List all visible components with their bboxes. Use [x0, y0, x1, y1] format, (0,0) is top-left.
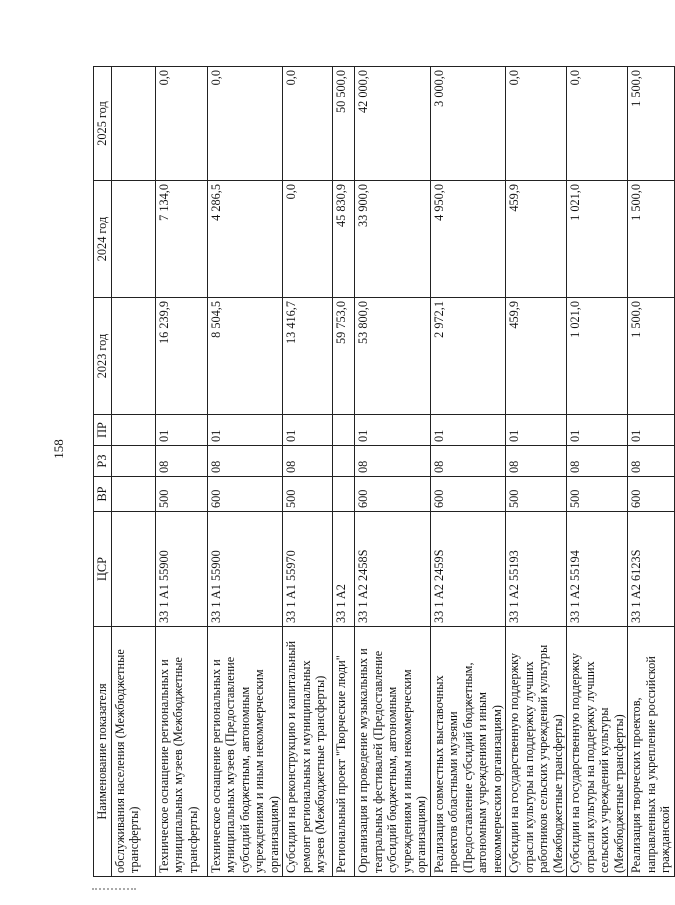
cell-pr: 01	[567, 415, 628, 446]
cell-rz: 08	[283, 446, 333, 477]
cell-pr: 01	[355, 415, 431, 446]
cell-2025: 0,0	[155, 67, 207, 181]
cell-vr: 500	[506, 477, 567, 512]
cell-rz: 08	[567, 446, 628, 477]
cell-csr: 33 1 A2 6123S	[628, 512, 675, 627]
cell-2023	[111, 298, 155, 415]
cell-vr: 500	[567, 477, 628, 512]
header-csr: ЦСР	[94, 512, 112, 627]
cell-2023: 1 500,0	[628, 298, 675, 415]
cell-rz	[333, 446, 355, 477]
cell-pr	[111, 415, 155, 446]
cell-2023: 1 021,0	[567, 298, 628, 415]
cell-name: обслуживания населения (Межбюджетные трансферты)	[111, 627, 155, 877]
cell-vr: 600	[628, 477, 675, 512]
cell-vr: 500	[283, 477, 333, 512]
cell-pr: 01	[506, 415, 567, 446]
header-2025: 2025 год	[94, 67, 112, 181]
table-row	[283, 67, 333, 877]
cell-2025: 0,0	[207, 67, 283, 181]
header-2023: 2023 год	[94, 298, 112, 415]
cell-rz: 08	[155, 446, 207, 477]
cell-2025: 0,0	[567, 67, 628, 181]
cell-name: Техническое оснащение региональных и муниципальных музеев (Межбюджетные трансферты)	[155, 627, 207, 877]
cell-name: Реализация творческих проектов, направленных на укрепление российской гражданской	[628, 627, 675, 877]
cell-vr: 600	[355, 477, 431, 512]
cell-2024: 45 830,9	[333, 181, 355, 298]
cell-2024: 1 021,0	[567, 181, 628, 298]
cell-pr: 01	[283, 415, 333, 446]
cell-2025: 1 500,0	[628, 67, 675, 181]
cell-2024: 7 134,0	[155, 181, 207, 298]
cell-2024: 0,0	[283, 181, 333, 298]
header-vr: ВР	[94, 477, 112, 512]
cell-vr: 600	[207, 477, 283, 512]
cell-2023: 53 800,0	[355, 298, 431, 415]
cell-name: Региональный проект "Творческие люди"	[333, 627, 355, 877]
cell-csr: 33 1 A2 55194	[567, 512, 628, 627]
cell-rz: 08	[506, 446, 567, 477]
cell-name: Субсидии на реконструкцию и капитальный ремонт региональных и муниципальных музеев (Межбюджетные трансферты)	[283, 627, 333, 877]
cell-vr: 600	[430, 477, 506, 512]
header-rz: РЗ	[94, 446, 112, 477]
header-name: Наименование показателя	[94, 627, 112, 877]
cell-2025: 42 000,0	[355, 67, 431, 181]
cell-pr: 01	[430, 415, 506, 446]
cell-2023: 459,9	[506, 298, 567, 415]
budget-table	[93, 66, 675, 877]
cell-vr: 500	[155, 477, 207, 512]
cell-pr: 01	[207, 415, 283, 446]
cell-pr: 01	[155, 415, 207, 446]
cell-rz	[111, 446, 155, 477]
cell-2025: 0,0	[506, 67, 567, 181]
cell-2024	[111, 181, 155, 298]
table-row	[430, 67, 506, 877]
cell-name: Субсидии на государственную поддержку отрасли культуры на поддержку лучших работников сельских учреждений культуры (Межбюджетные трансферты)	[506, 627, 567, 877]
cell-csr: 33 1 A1 55900	[155, 512, 207, 627]
table-row	[111, 67, 155, 877]
cell-2025: 50 500,0	[333, 67, 355, 181]
cell-vr	[111, 477, 155, 512]
cell-2023: 8 504,5	[207, 298, 283, 415]
header-pr: ПР	[94, 415, 112, 446]
cell-csr	[111, 512, 155, 627]
table-row	[155, 67, 207, 877]
cell-2024: 4 286,5	[207, 181, 283, 298]
cell-rz: 08	[628, 446, 675, 477]
cell-csr: 33 1 A2 55193	[506, 512, 567, 627]
table-row	[628, 67, 675, 877]
cell-name: Техническое оснащение региональных и муниципальных музеев (Предоставление субсидий бюджетным, автономным учреждениям и иным некоммерческим организациям)	[207, 627, 283, 877]
cell-name: Организация и проведение музыкальных и театральных фестивалей (Предоставление субсидий бюджетным, автономным учреждениям и иным некоммерческим организациям)	[355, 627, 431, 877]
table-row	[207, 67, 283, 877]
cell-2023: 16 239,9	[155, 298, 207, 415]
cell-2025: 3 000,0	[430, 67, 506, 181]
table-header-row	[94, 67, 112, 877]
page-number: 158	[51, 439, 66, 459]
cell-2025: 0,0	[283, 67, 333, 181]
header-2024: 2024 год	[94, 181, 112, 298]
cell-2024: 4 950,0	[430, 181, 506, 298]
budget-table-container	[93, 67, 672, 877]
table-row	[506, 67, 567, 877]
cell-2023: 59 753,0	[333, 298, 355, 415]
cell-2023: 2 972,1	[430, 298, 506, 415]
cell-csr: 33 1 A2 2459S	[430, 512, 506, 627]
cell-csr: 33 1 A2	[333, 512, 355, 627]
cell-vr	[333, 477, 355, 512]
cell-rz: 08	[430, 446, 506, 477]
table-row	[567, 67, 628, 877]
cell-csr: 33 1 A1 55900	[207, 512, 283, 627]
cell-rz: 08	[207, 446, 283, 477]
cell-csr: 33 1 A1 55970	[283, 512, 333, 627]
cell-2024: 459,9	[506, 181, 567, 298]
table-row	[333, 67, 355, 877]
cell-name: Субсидии на государственную поддержку отрасли культуры на поддержку лучших сельских учреждений культуры (Межбюджетные трансферты)	[567, 627, 628, 877]
table-row	[355, 67, 431, 877]
cell-rz: 08	[355, 446, 431, 477]
cell-csr: 33 1 A2 2458S	[355, 512, 431, 627]
cell-2025	[111, 67, 155, 181]
cell-2023: 13 416,7	[283, 298, 333, 415]
cell-2024: 1 500,0	[628, 181, 675, 298]
cell-2024: 33 900,0	[355, 181, 431, 298]
cell-name: Реализация совместных выставочных проектов областными музеями (Предоставление субсидий бюджетным, автономным учреждениям и иным некоммерческим организациям)	[430, 627, 506, 877]
scan-edge-mark	[92, 888, 136, 892]
cell-pr	[333, 415, 355, 446]
cell-pr: 01	[628, 415, 675, 446]
